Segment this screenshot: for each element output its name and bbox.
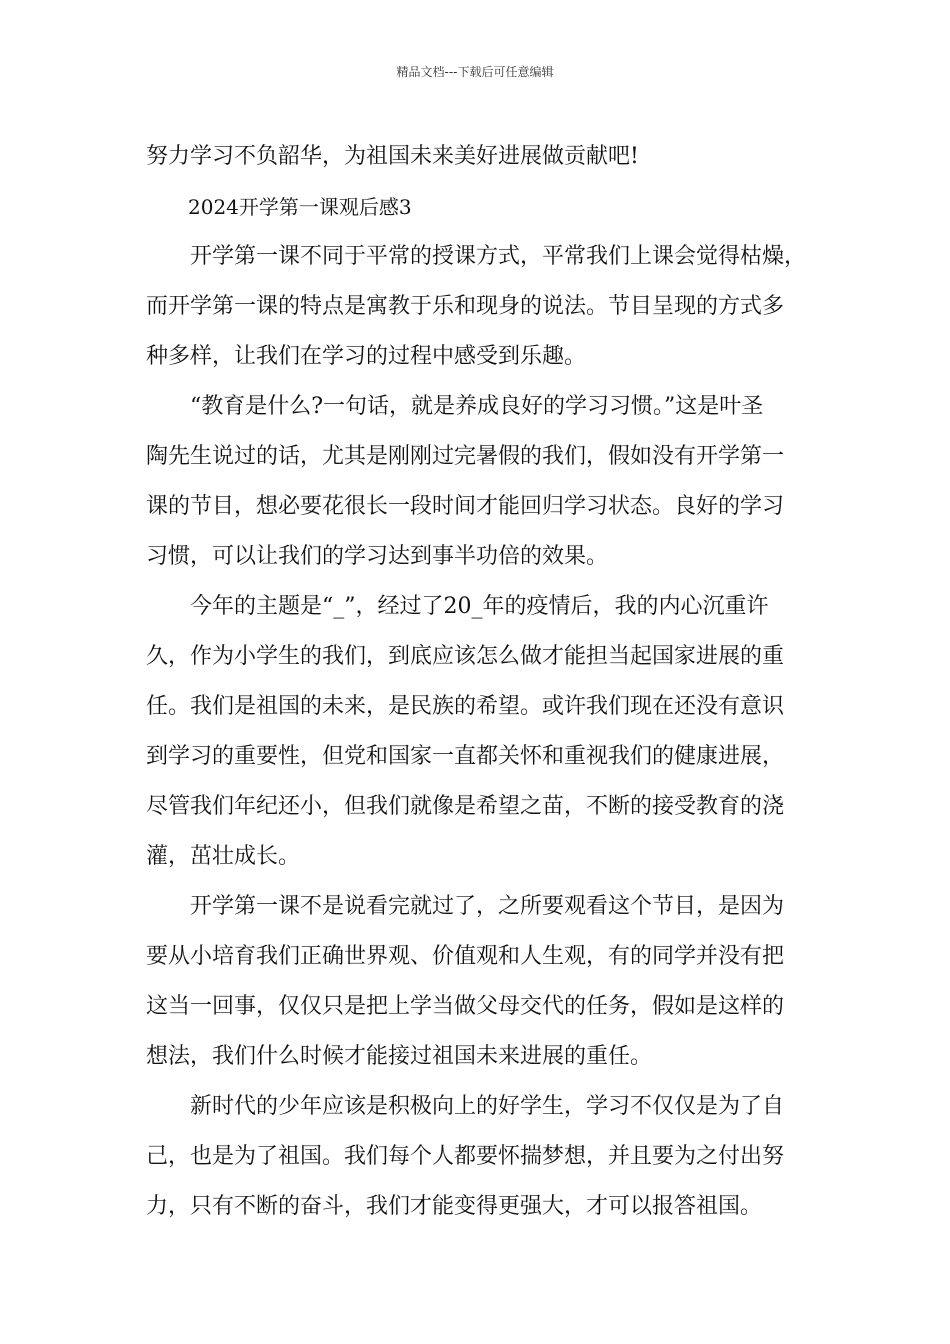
paragraph-line: 己，也是为了祖国。我们每个人都要怀揣梦想，并且要为之付出努 [146, 1144, 785, 1169]
paragraph-line: 努力学习不负韶华，为祖国未来美好进展做贡献吧! [146, 144, 639, 169]
paragraph-line: 任。我们是祖国的未来，是民族的希望。或许我们现在还没有意识 [146, 694, 785, 719]
paragraph-line: 习惯，可以让我们的学习达到事半功倍的效果。 [146, 544, 609, 569]
paragraph-line: 到学习的重要性，但党和国家一直都关怀和重视我们的健康进展， [146, 744, 785, 769]
paragraph-line: 而开学第一课的特点是寓教于乐和现身的说法。节目呈现的方式多 [146, 294, 785, 319]
paragraph-line: 课的节目，想必要花很长一段时间才能回归学习状态。良好的学习 [146, 494, 785, 519]
paragraph-line: 新时代的少年应该是积极向上的好学生，学习不仅仅是为了自 [190, 1094, 785, 1119]
paragraph-line: 开学第一课不同于平常的授课方式，平常我们上课会觉得枯燥， [190, 244, 807, 269]
paragraph-line: 这当一回事，仅仅只是把上学当做父母交代的任务，假如是这样的 [146, 994, 785, 1019]
paragraph-line: 开学第一课不是说看完就过了，之所要观看这个节目，是因为 [190, 894, 785, 919]
paragraph-line: 要从小培育我们正确世界观、价值观和人生观，有的同学并没有把 [146, 944, 785, 969]
paragraph-line: 今年的主题是“_”，经过了20_年的疫情后，我的内心沉重许 [190, 594, 769, 619]
paragraph-line: 灌，茁壮成长。 [146, 844, 301, 869]
document-body [146, 132, 822, 1232]
section-title: 2024开学第一课观后感3 [188, 195, 412, 219]
paragraph-line: 想法，我们什么时候才能接过祖国未来进展的重任。 [146, 1044, 653, 1069]
paragraph-line: 力，只有不断的奋斗，我们才能变得更强大，才可以报答祖国。 [146, 1194, 763, 1219]
paragraph-line: 种多样，让我们在学习的过程中感受到乐趣。 [146, 344, 587, 369]
paragraph-line: 陶先生说过的话，尤其是刚刚过完暑假的我们，假如没有开学第一 [146, 444, 785, 469]
paragraph-line: 久，作为小学生的我们，到底应该怎么做才能担当起国家进展的重 [146, 644, 785, 669]
paragraph-line: “教育是什么?一句话，就是养成良好的学习习惯。”这是叶圣 [190, 394, 764, 419]
paragraph-line: 尽管我们年纪还小，但我们就像是希望之苗，不断的接受教育的浇 [146, 794, 785, 819]
page-header: 精品文档---下载后可任意编辑 [396, 65, 554, 79]
